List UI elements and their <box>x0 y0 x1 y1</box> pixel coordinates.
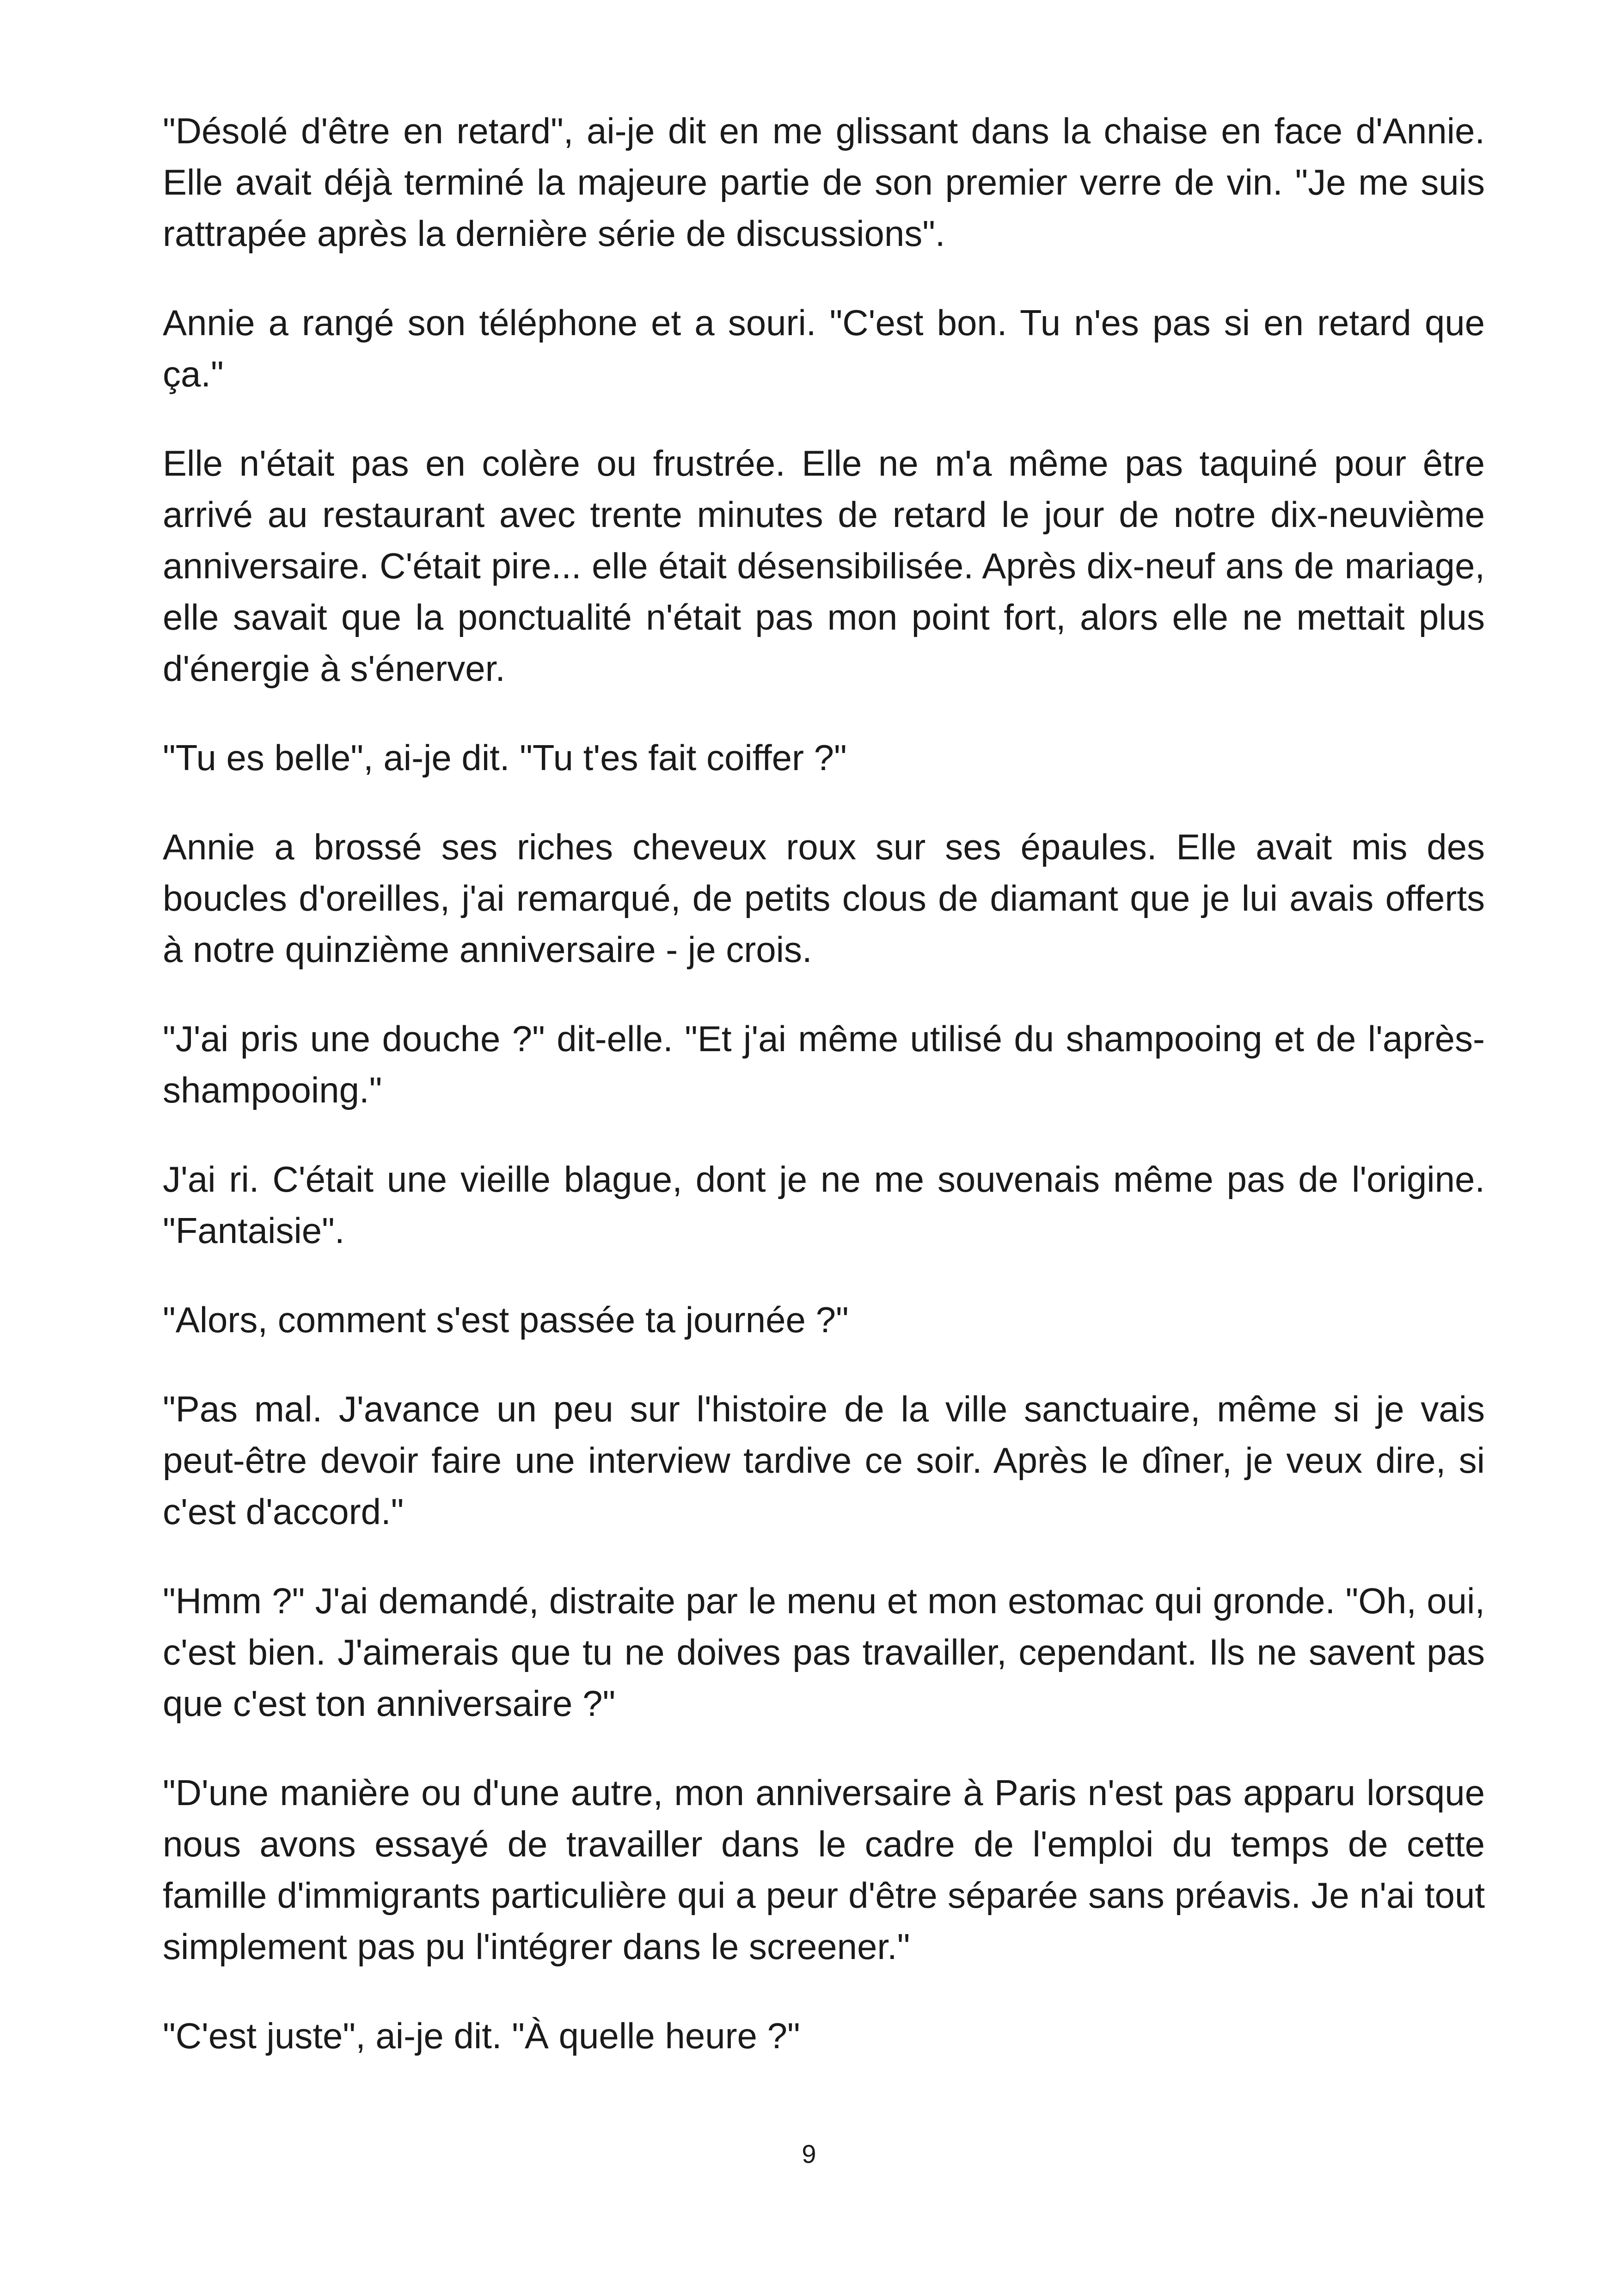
paragraph-10: "Hmm ?" J'ai demandé, distraite par le menu et mon estomac qui gronde. "Oh, oui, c'est bien. J'aimerais que tu ne doives pas travailler, cependant. Ils ne savent pas que c'est ton anniversaire ?" <box>163 1580 1485 1724</box>
paragraph-8: "Alors, comment s'est passée ta journée ?" <box>163 1299 849 1340</box>
paragraph-3: Elle n'était pas en colère ou frustrée. Elle ne m'a même pas taquiné pour être arrivé au restaurant avec trente minutes de retard le jour de notre dix-neuvième anniversaire. C'était pire... elle était désensibilisée. Après dix-neuf ans de mariage, elle savait que la ponctualité n'était pas mon point fort, alors elle ne mettait plus d'énergie à s'énerver. <box>163 443 1485 689</box>
paragraph-1: "Désolé d'être en retard", ai-je dit en me glissant dans la chaise en face d'Annie. Elle avait déjà terminé la majeure partie de son premier verre de vin. "Je me suis rattrapée après la dernière série de discussions". <box>163 110 1485 254</box>
body-text <box>163 105 1485 2100</box>
paragraph-12: "C'est juste", ai-je dit. "À quelle heure ?" <box>163 2015 800 2056</box>
page-number: 9 <box>802 2139 816 2168</box>
paragraph-2: Annie a rangé son téléphone et a souri. "C'est bon. Tu n'es pas si en retard que ça." <box>163 302 1485 394</box>
paragraph-6: "J'ai pris une douche ?" dit-elle. "Et j'ai même utilisé du shampooing et de l'après-shampooing." <box>163 1018 1485 1110</box>
paragraph-5: Annie a brossé ses riches cheveux roux sur ses épaules. Elle avait mis des boucles d'oreilles, j'ai remarqué, de petits clous de diamant que je lui avais offerts à notre quinzième anniversaire - je crois. <box>163 827 1485 970</box>
paragraph-9: "Pas mal. J'avance un peu sur l'histoire de la ville sanctuaire, même si je vais peut-être devoir faire une interview tardive ce soir. Après le dîner, je veux dire, si c'est d'accord." <box>163 1389 1485 1532</box>
paragraph-4: "Tu es belle", ai-je dit. "Tu t'es fait coiffer ?" <box>163 737 847 778</box>
paragraph-11: "D'une manière ou d'une autre, mon anniversaire à Paris n'est pas apparu lorsque nous avons essayé de travailler dans le cadre de l'emploi du temps de cette famille d'immigrants particulière qui a peur d'être séparée sans préavis. Je n'ai tout simplement pas pu l'intégrer dans le screener." <box>163 1772 1485 1967</box>
paragraph-7: J'ai ri. C'était une vieille blague, dont je ne me souvenais même pas de l'origine. "Fantaisie". <box>163 1159 1485 1251</box>
